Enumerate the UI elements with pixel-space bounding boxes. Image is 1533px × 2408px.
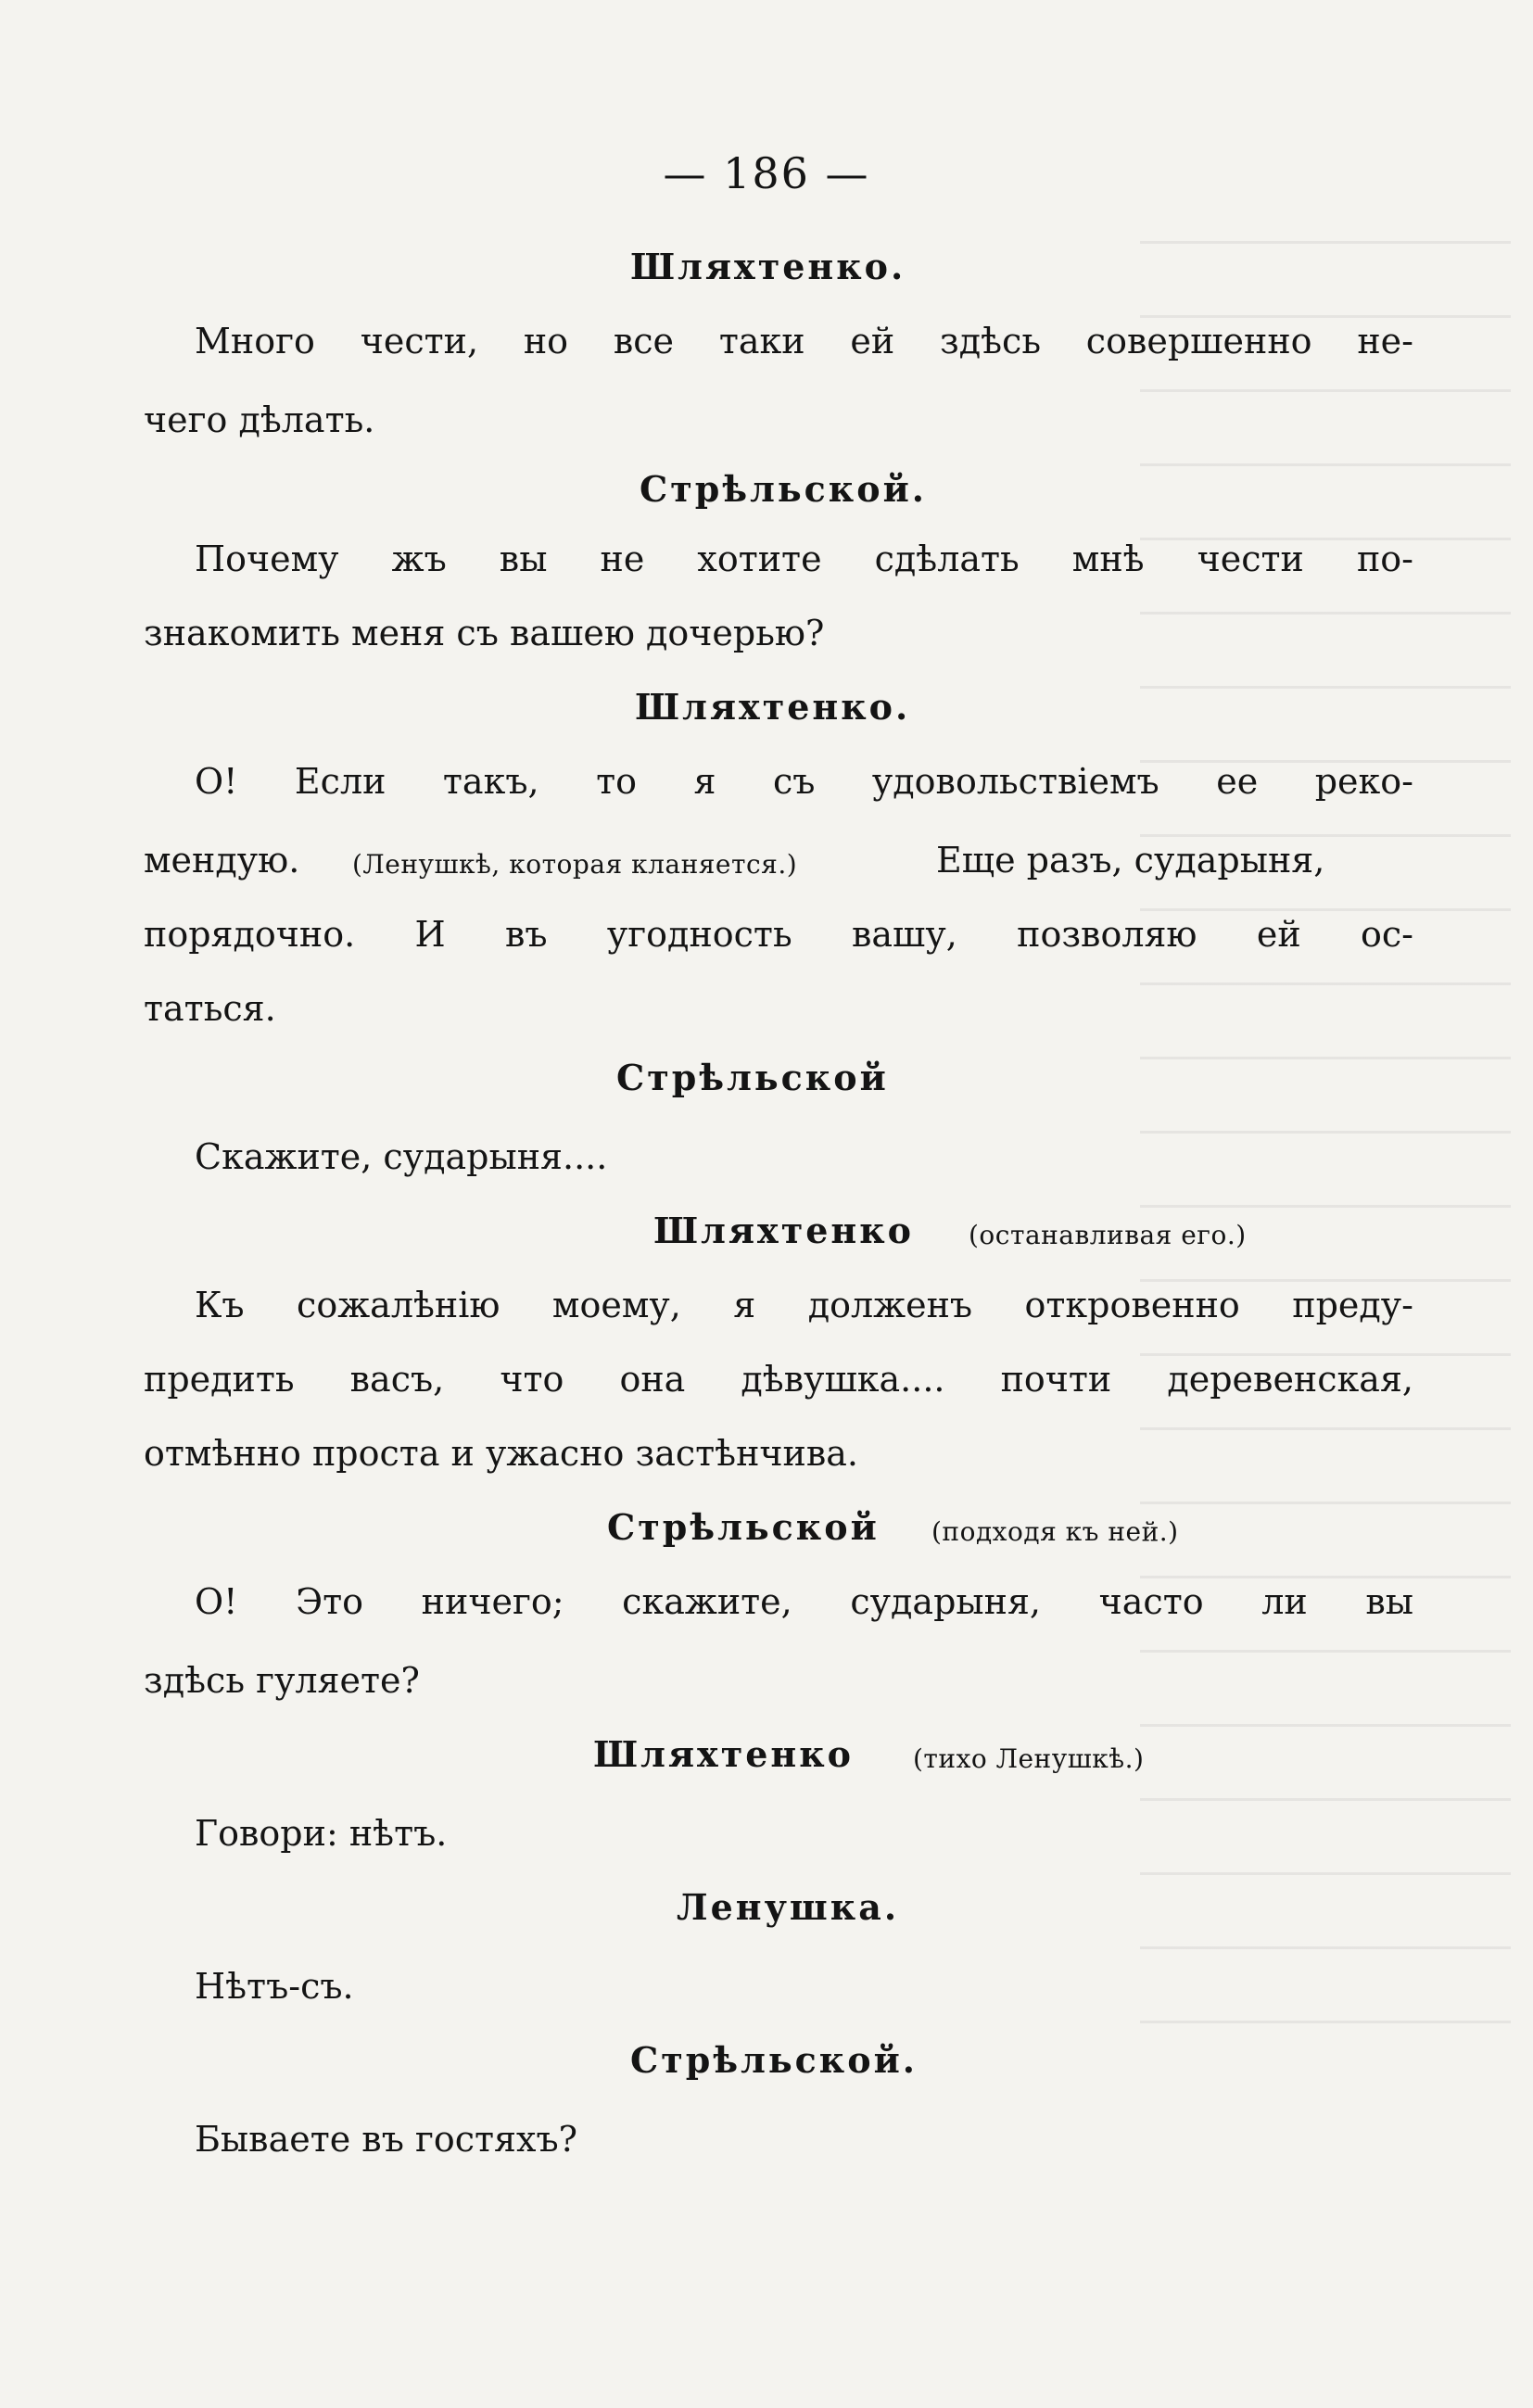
speaker-label: Шляхтенко — [653, 1210, 915, 1251]
dialogue-line: Говори: нѣтъ. — [195, 1813, 448, 1854]
stage-direction: (подходя къ ней.) — [931, 1516, 1179, 1547]
stage-direction: (тихо Ленушкѣ.) — [913, 1743, 1145, 1774]
dialogue-line: знакомить меня съ вашею дочерью? — [144, 613, 825, 653]
speaker-label: Шляхтенко. — [630, 246, 906, 287]
dialogue-line: Къ сожалѣнію моему, я долженъ откровенно преду- — [195, 1285, 1413, 1325]
stage-direction: (останавливая его.) — [969, 1220, 1247, 1250]
dialogue-line: таться. — [144, 988, 276, 1029]
dialogue-line: мендую. — [144, 840, 300, 881]
speaker-label: Стрѣльской. — [640, 468, 928, 510]
dialogue-line: Скажите, сударыня.... — [195, 1136, 608, 1177]
stage-direction: (Ленушкѣ, которая кланяется.) — [352, 849, 798, 880]
dialogue-line: Почему жъ вы не хотите сдѣлать мнѣ чести по- — [195, 539, 1413, 579]
dialogue-line: предить васъ, что она дѣвушка.... почти деревенская, — [144, 1359, 1413, 1400]
speaker-label: Стрѣльской — [607, 1506, 880, 1548]
dialogue-line: здѣсь гуляете? — [144, 1660, 420, 1701]
dialogue-line: Много чести, но все таки ей здѣсь совершенно не- — [195, 321, 1413, 361]
speaker-label: Стрѣльской — [616, 1057, 889, 1098]
page-number: — 186 — — [663, 148, 870, 198]
dialogue-line: О! Если такъ, то я съ удовольствіемъ ее реко- — [195, 761, 1413, 802]
dialogue-line: Еще разъ, сударыня, — [936, 840, 1325, 881]
dialogue-line: отмѣнно проста и ужасно застѣнчива. — [144, 1433, 859, 1474]
dialogue-line: чего дѣлать. — [144, 399, 375, 440]
dialogue-line: порядочно. И въ угодность вашу, позволяю ей ос- — [144, 914, 1413, 955]
dialogue-line: О! Это ничего; скажите, сударыня, часто ли вы — [195, 1581, 1413, 1622]
dialogue-line: Нѣтъ-съ. — [195, 1966, 354, 2007]
dialogue-line: Бываете въ гостяхъ? — [195, 2119, 577, 2160]
speaker-label: Шляхтенко — [593, 1733, 855, 1775]
speaker-label: Стрѣльской. — [630, 2039, 919, 2081]
speaker-label: Шляхтенко. — [635, 686, 911, 728]
speaker-label: Ленушка. — [677, 1886, 900, 1928]
bleed-through — [1140, 241, 1511, 2095]
